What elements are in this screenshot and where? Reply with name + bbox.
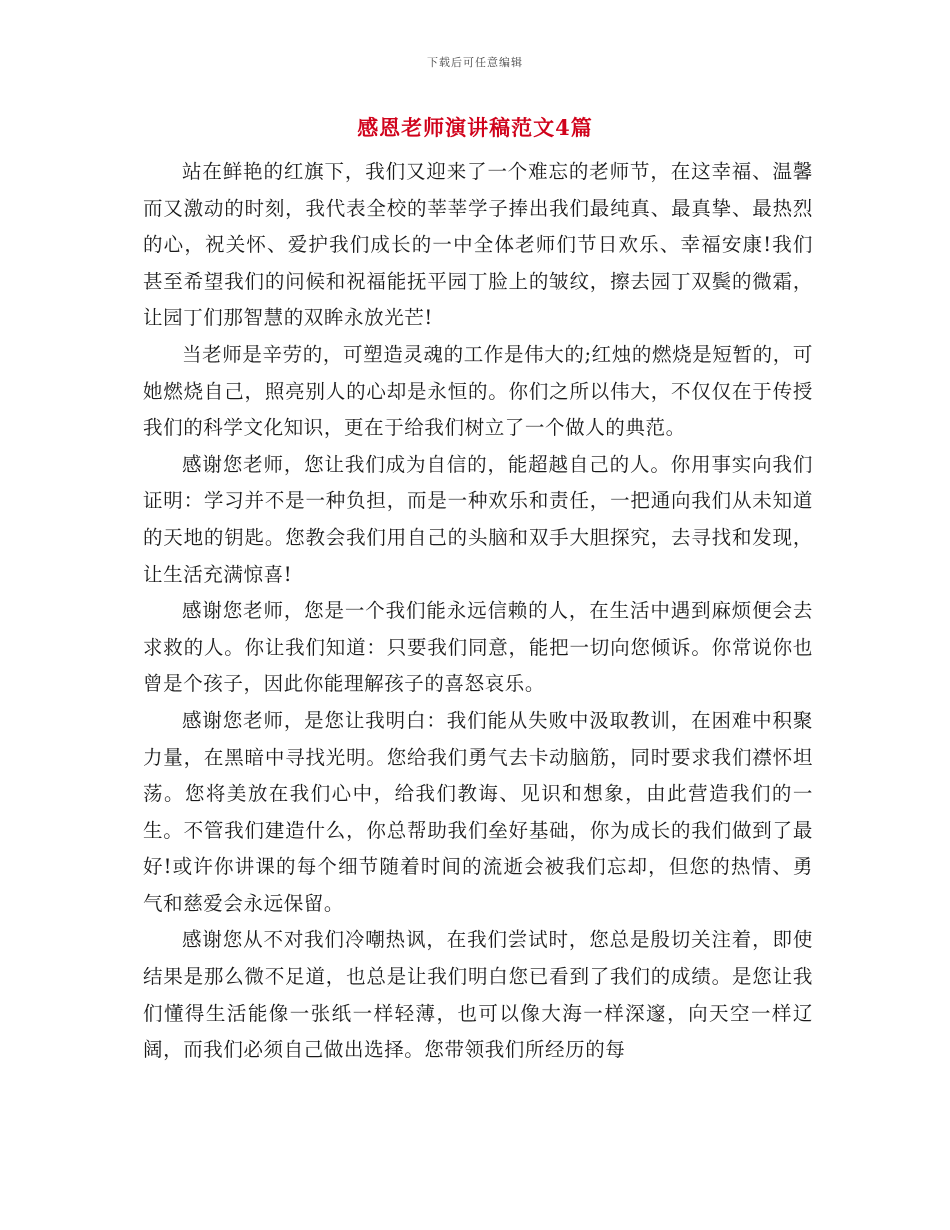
paragraph-5: 感谢您老师，是您让我明白：我们能从失败中汲取教训，在困难中积聚力量，在黑暗中寻找光明。您给我们勇气去卡动脑筋，同时要求我们襟怀坦荡。您将美放在我们心中，给我们教诲、见识和想象，由此营造我们的一生。不管我们建造什么，你总帮助我们垒好基础，你为成长的我们做到了最好!或许你讲课的每个细节随着时间的流逝会被我们忘却，但您的热情、勇气和慈爱会永远保留。 [143,708,813,915]
paragraph-6: 感谢您从不对我们冷嘲热讽，在我们尝试时，您总是殷切关注着，即使结果是那么微不足道，也总是让我们明白您已看到了我们的成绩。是您让我们懂得生活能像一张纸一样轻薄，也可以像大海一样深邃，向天空一样辽阔，而我们必须自己做出选择。您带领我们所经历的每 [143,928,813,1062]
paragraph-2: 当老师是辛劳的，可塑造灵魂的工作是伟大的;红烛的燃烧是短暂的，可她燃烧自己，照亮别人的心却是永恒的。你们之所以伟大，不仅仅在于传授我们的科学文化知识，更在于给我们树立了一个做人的典范。 [143,342,813,440]
paragraph-1: 站在鲜艳的红旗下，我们又迎来了一个难忘的老师节，在这幸福、温馨而又激动的时刻，我代表全校的莘莘学子捧出我们最纯真、最真挚、最热烈的心，祝关怀、爱护我们成长的一中全体老师们节日欢乐、幸福安康!我们甚至希望我们的问候和祝福能抚平园丁脸上的皱纹，擦去园丁双鬓的微霜，让园丁们那智慧的双眸永放光芒! [143,160,813,330]
document-title: 感恩老师演讲稿范文4篇 [357,115,593,140]
page-header-note: 下载后可任意编辑 [427,56,523,69]
paragraph-3: 感谢您老师，您让我们成为自信的，能超越自己的人。你用事实向我们证明：学习并不是一种负担，而是一种欢乐和责任，一把通向我们从未知道的天地的钥匙。您教会我们用自己的头脑和双手大胆探究，去寻找和发现，让生活充满惊喜! [143,452,813,586]
paragraph-4: 感谢您老师，您是一个我们能永远信赖的人，在生活中遇到麻烦便会去求救的人。你让我们知道：只要我们同意，能把一切向您倾诉。你常说你也曾是个孩子，因此你能理解孩子的喜怒哀乐。 [143,599,813,696]
document-body [143,154,813,1069]
